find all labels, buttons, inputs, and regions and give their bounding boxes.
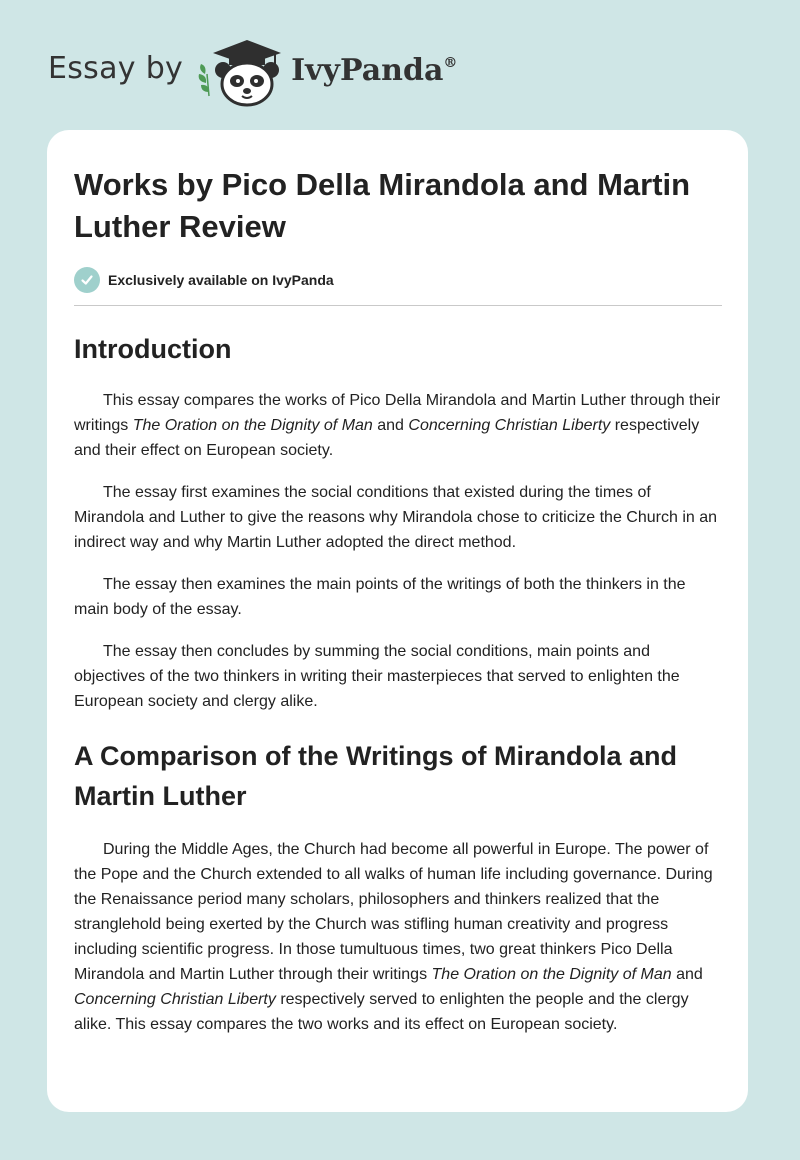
registered-mark: ® [443,54,458,71]
essay-by-label: Essay by [48,50,184,86]
section-heading-introduction: Introduction [74,334,232,364]
brand-name[interactable] [291,53,457,88]
work-title: The Oration on the Dignity of Man [132,417,373,434]
brand-text: IvyPanda [291,52,444,88]
article-card [47,130,748,1112]
text-run: and [671,966,703,983]
paragraph [74,837,722,1037]
paragraph: The essay then concludes by summing the social conditions, main points and objectives of the two thinkers in writing their masterpieces that served to enlighten the European society and clergy alike. [74,643,680,710]
text-run: This essay compares the works of Pico Della Mirandola and Martin Luther through their writings [74,392,721,434]
exclusive-badge [74,267,722,293]
checkmark-icon [74,267,100,293]
work-title: The Oration on the Dignity of Man [431,966,672,983]
text-run: and [372,417,409,434]
exclusive-badge-label: Exclusively available on IvyPanda [108,272,334,288]
page-title: Works by Pico Della Mirandola and Martin Luther Review [74,167,691,244]
paragraph: The essay then examines the main points of the writings of both the thinkers in the main body of the essay. [74,576,686,618]
paragraph [74,388,722,463]
section-heading-comparison: A Comparison of the Writings of Mirandola and Martin Luther [74,741,678,811]
panda-logo-icon[interactable] [195,36,287,108]
text-run: respectively served to enlighten the people and the clergy alike. This essay compares the two works and its effect on European society. [74,991,689,1033]
paragraph: The essay first examines the social conditions that existed during the times of Mirandola and Luther to give the reasons why Mirandola chose to criticize the Church in an indirect way and why Martin Luther adopted the direct method. [74,484,718,551]
work-title: Concerning Christian Liberty [408,417,611,434]
comparison-body [74,837,722,1037]
introduction-body [74,388,722,714]
site-header [48,36,457,108]
divider [74,305,722,306]
text-run: respectively and their effect on European society. [74,417,700,459]
text-run: During the Middle Ages, the Church had become all powerful in Europe. The power of the Pope and the Church extended to all walks of human life including governance. During the Renaissance period many scholars, philosophers and thinkers realized that the stranglehold being exerted by the Church was stifling human creativity and progress including scientific progress. In those tumultuous times, two great thinkers Pico Della Mirandola and Martin Luther through their writings [74,841,713,983]
work-title: Concerning Christian Liberty [74,991,276,1008]
